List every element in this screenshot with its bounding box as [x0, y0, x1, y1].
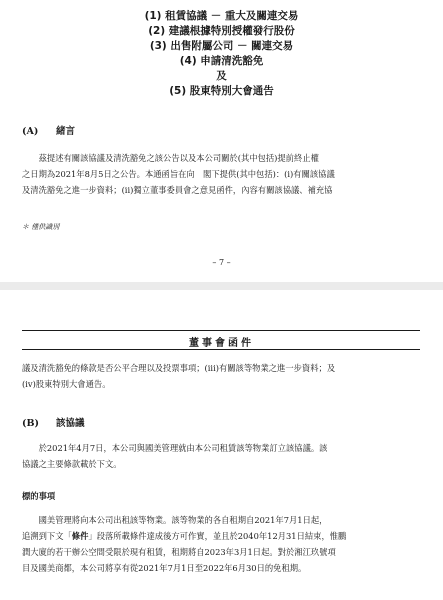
page-header-title: 董事會函件 [189, 338, 254, 349]
continued-paragraph [22, 360, 420, 392]
continued-line: (iv)股東特別大會通告。 [22, 379, 111, 389]
title-conjunction: 及 [216, 70, 227, 82]
section-a-name: 緒言 [56, 126, 76, 137]
header-rule-top [22, 330, 420, 331]
title-item-5: (5) 股東特別大會通告 [169, 85, 274, 97]
title-item-3: (3) 出售附屬公司 － 關連交易 [149, 40, 294, 52]
section-b-heading [22, 415, 85, 429]
header-rule-bottom [22, 349, 420, 350]
document-page-1 [0, 0, 443, 282]
subject-line: 潤大廈的若干辦公空間受限於現有租賃，租期將自2023年3月1日起。對於湘江玖號項 [22, 547, 336, 557]
intro-line: 之日期為2021年8月5日之公告。本通函旨在向 閣下提供(其中包括)：(i)有關該協議 [22, 169, 335, 179]
intro-paragraph [22, 150, 420, 198]
agreement-line: 於2021年4月7日，本公司與國美管理就由本公司租賃該等物業訂立該協議。該 [22, 443, 328, 453]
section-b-name: 該協議 [56, 418, 85, 429]
section-a-label: (A) [22, 126, 39, 137]
subject-paragraph [22, 512, 420, 576]
section-b-label: (B) [22, 418, 40, 429]
title-item-4: (4) 申請清洗豁免 [179, 55, 264, 67]
section-a-heading [22, 123, 75, 137]
page-number: – 7 – [212, 258, 231, 267]
subject-line: 追溯到下文「條件」段落所載條件達成後方可作實，並且於2040年12月31日結束，惟鵬 [22, 531, 347, 541]
intro-line: 及清洗豁免之進一步資料；(ii)獨立董事委員會之意見函件，內容有關該協議、補充協 [22, 185, 333, 195]
agreement-line: 協議之主要條款載於下文。 [22, 459, 122, 469]
document-page-2 [0, 290, 443, 600]
subject-line: 目及國美商都，本公司將享有從2021年7月1日至2022年6月30日的免租期。 [22, 563, 307, 573]
subject-matter-heading: 標的事項 [22, 491, 56, 501]
title-item-2: (2) 建議根據特別授權發行股份 [148, 25, 295, 37]
footnote: ＊ 僅供識別 [22, 223, 60, 231]
subject-line: 國美管理將向本公司出租該等物業。該等物業的各自租期自2021年7月1日起， [22, 515, 328, 525]
defined-term: 條件 [71, 531, 89, 541]
agreement-paragraph [22, 440, 420, 472]
title-item-1: (1) 租賃協議 － 重大及關連交易 [144, 10, 299, 22]
continued-line: 議及清洗豁免的條款是否公平合理以及投票事項；(iii)有關該等物業之進一步資料；及 [22, 363, 336, 373]
intro-line: 茲提述有關該協議及清洗豁免之該公告以及本公司關於(其中包括)提前終止權 [22, 153, 319, 163]
